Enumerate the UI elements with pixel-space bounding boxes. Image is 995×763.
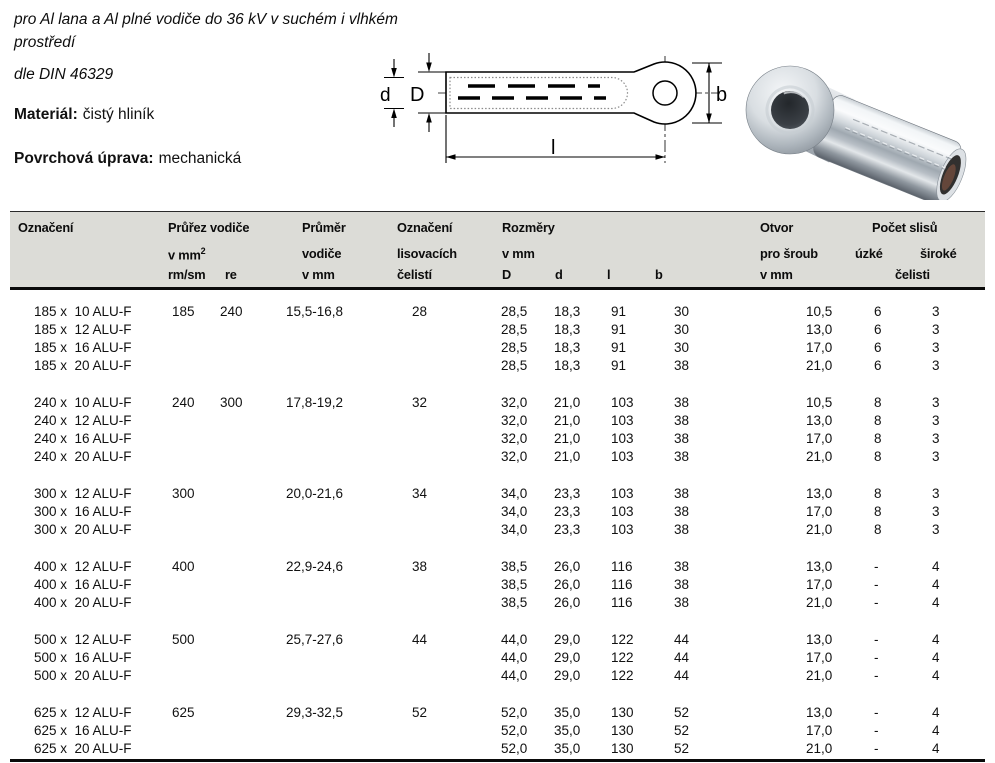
table-cell: [382, 339, 484, 357]
table-cell: [160, 740, 210, 758]
table-cell: 13,0: [806, 486, 833, 501]
table-cell: 300: [220, 395, 243, 410]
table-cell: 300 x 16 ALU-F: [34, 504, 132, 519]
col-header-lisovaci: Označení: [397, 220, 453, 235]
table-cell: 625 x 16 ALU-F: [34, 723, 132, 738]
table-cell: 28,5: [501, 304, 528, 319]
table-cell: 400: [172, 559, 195, 574]
table-cell: [210, 430, 272, 448]
table-row: [10, 631, 985, 649]
col-header-re: re: [225, 267, 237, 282]
table-cell: [382, 503, 484, 521]
table-row: [10, 740, 985, 758]
table-row: [10, 521, 985, 539]
intro-paragraph: [14, 8, 398, 54]
table-cell: 20,0-21,6: [286, 486, 344, 501]
table-cell: 26,0: [554, 559, 581, 574]
table-cell: 17,0: [806, 431, 833, 446]
table-cell: [272, 740, 382, 758]
table-cell: 52: [674, 705, 690, 720]
table-cell: 130: [611, 723, 634, 738]
col-header-siroke: široké: [920, 246, 957, 261]
table-cell: 91: [611, 322, 627, 337]
table-cell: [382, 430, 484, 448]
table-cell: 44: [412, 632, 428, 647]
table-cell: 185 x 10 ALU-F: [34, 304, 132, 319]
table-cell: 21,0: [806, 522, 833, 537]
intro-line-2: prostředí: [14, 34, 76, 51]
table-row: [10, 339, 985, 357]
col-header-prurez: Průřez vodiče: [168, 220, 250, 235]
table-cell: [210, 448, 272, 466]
table-cell: 17,8-19,2: [286, 395, 344, 410]
table-cell: [210, 704, 272, 722]
table-cell: 6: [874, 340, 882, 355]
table-cell: 52: [412, 705, 428, 720]
table-cell: 13,0: [806, 632, 833, 647]
label-D: D: [410, 84, 425, 106]
table-cell: [210, 722, 272, 740]
table-cell: 21,0: [806, 358, 833, 373]
dimension-l: [446, 115, 665, 163]
table-body: [10, 303, 985, 758]
table-cell: [210, 485, 272, 503]
table-cell: 21,0: [554, 449, 581, 464]
table-row: [10, 412, 985, 430]
table-cell: 35,0: [554, 741, 581, 756]
table-cell: [210, 667, 272, 685]
col-header-pocet-slisu: Počet slisů: [872, 220, 938, 235]
col-header-b: b: [655, 267, 663, 282]
table-cell: 22,9-24,6: [286, 559, 344, 574]
table-cell: [272, 667, 382, 685]
table-cell: [160, 594, 210, 612]
table-cell: -: [874, 650, 879, 665]
table-cell: [272, 412, 382, 430]
table-cell: [210, 649, 272, 667]
table-cell: 3: [932, 395, 940, 410]
table-cell: 44,0: [501, 632, 528, 647]
table-cell: 44,0: [501, 668, 528, 683]
table-cell: 625 x 20 ALU-F: [34, 741, 132, 756]
table-cell: 21,0: [806, 741, 833, 756]
product-photo: [734, 42, 992, 200]
table-cell: 3: [932, 449, 940, 464]
table-cell: 21,0: [806, 595, 833, 610]
table-row: [10, 394, 985, 412]
table-cell: 32,0: [501, 449, 528, 464]
table-cell: 29,0: [554, 668, 581, 683]
table-cell: 116: [611, 559, 633, 574]
table-cell: [382, 448, 484, 466]
table-cell: 44,0: [501, 650, 528, 665]
table-cell: [160, 430, 210, 448]
table-cell: -: [874, 577, 879, 592]
table-cell: 44: [674, 632, 690, 647]
table-cell: 3: [932, 340, 940, 355]
table-cell: 103: [611, 522, 634, 537]
table-cell: 3: [932, 431, 940, 446]
table-cell: 52: [674, 741, 690, 756]
table-cell: 23,3: [554, 486, 581, 501]
table-cell: [272, 594, 382, 612]
table-row: [10, 594, 985, 612]
table-cell: [272, 448, 382, 466]
table-cell: 38,5: [501, 559, 528, 574]
table-cell: [160, 503, 210, 521]
table-cell: 30: [674, 340, 690, 355]
table-cell: [210, 631, 272, 649]
table-cell: [382, 594, 484, 612]
table-cell: 38: [674, 486, 690, 501]
table-cell: [160, 722, 210, 740]
table-cell: -: [874, 741, 879, 756]
table-cell: 21,0: [554, 395, 581, 410]
table-row: [10, 321, 985, 339]
table-cell: [160, 521, 210, 539]
table-cell: 38: [674, 577, 690, 592]
table-cell: 3: [932, 322, 940, 337]
table-cell: [382, 321, 484, 339]
table-cell: 4: [932, 577, 940, 592]
din-standard: dle DIN 46329: [14, 66, 114, 83]
table-cell: [272, 521, 382, 539]
table-cell: 13,0: [806, 559, 833, 574]
table-cell: [382, 740, 484, 758]
table-cell: 21,0: [554, 413, 581, 428]
table-cell: 8: [874, 504, 882, 519]
table-cell: 3: [932, 413, 940, 428]
table-cell: 500: [172, 632, 195, 647]
table-cell: 10,5: [806, 304, 833, 319]
table-cell: 35,0: [554, 705, 581, 720]
table-cell: 4: [932, 650, 940, 665]
table-cell: [210, 339, 272, 357]
table-cell: 38: [674, 504, 690, 519]
table-row: [10, 503, 985, 521]
table-row: [10, 667, 985, 685]
table-cell: 116: [611, 577, 633, 592]
table-cell: 32: [412, 395, 428, 410]
table-cell: 34: [412, 486, 428, 501]
col-header-otvor: Otvor: [760, 220, 794, 235]
table-cell: 500 x 12 ALU-F: [34, 632, 132, 647]
table-cell: -: [874, 705, 879, 720]
col-header-prurez-unit: v $mm^2$: [168, 246, 206, 263]
table-cell: 8: [874, 431, 882, 446]
table-row: [10, 649, 985, 667]
table-cell: 30: [674, 322, 690, 337]
table-cell: [272, 722, 382, 740]
table-cell: 26,0: [554, 577, 581, 592]
table-cell: 44: [674, 650, 690, 665]
table-cell: 103: [611, 486, 634, 501]
table-cell: 3: [932, 304, 940, 319]
table-cell: 38: [674, 358, 690, 373]
table-cell: 4: [932, 559, 940, 574]
table-cell: 13,0: [806, 705, 833, 720]
surface-label: Povrchová úprava:: [14, 150, 154, 167]
table-cell: 18,3: [554, 304, 581, 319]
bolt-hole: [653, 81, 677, 105]
table-cell: 28: [412, 304, 428, 319]
table-cell: [210, 357, 272, 375]
table-cell: [160, 412, 210, 430]
col-header-d: d: [555, 267, 563, 282]
table-cell: 13,0: [806, 413, 833, 428]
table-cell: -: [874, 632, 879, 647]
table-cell: 8: [874, 395, 882, 410]
table-cell: 122: [611, 632, 634, 647]
table-cell: 8: [874, 486, 882, 501]
col-header-oznaceni: Označení: [18, 220, 74, 235]
table-cell: 23,3: [554, 504, 581, 519]
table-cell: [210, 503, 272, 521]
surface-value: mechanická: [158, 150, 242, 167]
table-row: [10, 485, 985, 503]
table-cell: 240 x 16 ALU-F: [34, 431, 132, 446]
col-header-D: D: [502, 267, 512, 282]
table-cell: 103: [611, 504, 634, 519]
table-cell: 21,0: [554, 431, 581, 446]
table-cell: [210, 521, 272, 539]
table-cell: [210, 321, 272, 339]
table-cell: [382, 357, 484, 375]
table-cell: 26,0: [554, 595, 581, 610]
table-cell: 29,0: [554, 650, 581, 665]
col-header-celisti: čelisti: [895, 267, 930, 282]
col-header-prumer: Průměr: [302, 220, 346, 235]
table-cell: 400 x 16 ALU-F: [34, 577, 132, 592]
table-cell: 3: [932, 358, 940, 373]
table-cell: 29,0: [554, 632, 581, 647]
table-cell: 34,0: [501, 504, 528, 519]
table-cell: [272, 321, 382, 339]
material-value: čistý hliník: [82, 106, 155, 123]
table-cell: 185: [172, 304, 195, 319]
table-cell: 240 x 10 ALU-F: [34, 395, 132, 410]
table-row: [10, 357, 985, 375]
table-cell: [210, 412, 272, 430]
table-cell: -: [874, 595, 879, 610]
table-cell: 300: [172, 486, 195, 501]
table-cell: 18,3: [554, 322, 581, 337]
table-cell: 35,0: [554, 723, 581, 738]
table-cell: 17,0: [806, 723, 833, 738]
table-cell: [382, 649, 484, 667]
table-cell: 4: [932, 632, 940, 647]
table-header: Označení Průřez vodiče v $mm^2$ rm/sm re Průměr vodiče v mm Označení lisovacích čelistí Rozměry v mm D d l b Otvor pro šroub v mm Počet slisů úzké široké čelisti: [10, 211, 985, 290]
technical-drawing: [372, 50, 730, 190]
table-cell: 300 x 12 ALU-F: [34, 486, 132, 501]
table-cell: 38: [674, 522, 690, 537]
table-cell: 6: [874, 322, 882, 337]
table-cell: 3: [932, 522, 940, 537]
table-cell: 44: [674, 668, 690, 683]
table-cell: 38: [674, 413, 690, 428]
table-cell: 8: [874, 413, 882, 428]
table-cell: 32,0: [501, 431, 528, 446]
table-cell: 28,5: [501, 322, 528, 337]
table-cell: 17,0: [806, 650, 833, 665]
table-cell: 4: [932, 595, 940, 610]
table-cell: [382, 576, 484, 594]
table-cell: 91: [611, 358, 627, 373]
table-row: [10, 448, 985, 466]
table-cell: 18,3: [554, 340, 581, 355]
table-cell: [160, 649, 210, 667]
table-cell: 21,0: [806, 668, 833, 683]
intro-line-1: pro Al lana a Al plné vodiče do 36 kV v suchém i vlhkém: [14, 11, 398, 28]
table-row: [10, 558, 985, 576]
table-cell: 21,0: [806, 449, 833, 464]
table-cell: 240 x 20 ALU-F: [34, 449, 132, 464]
label-b: b: [716, 84, 728, 106]
table-cell: [210, 558, 272, 576]
table-cell: 625 x 12 ALU-F: [34, 705, 132, 720]
table-cell: [160, 357, 210, 375]
table-cell: 30: [674, 304, 690, 319]
table-cell: 17,0: [806, 577, 833, 592]
table-cell: 122: [611, 668, 634, 683]
table-cell: 240 x 12 ALU-F: [34, 413, 132, 428]
table-cell: [382, 667, 484, 685]
table-cell: 185 x 16 ALU-F: [34, 340, 132, 355]
table-cell: 91: [611, 340, 627, 355]
table-cell: 500 x 16 ALU-F: [34, 650, 132, 665]
table-row: [10, 430, 985, 448]
table-cell: 52,0: [501, 723, 528, 738]
table-cell: 400 x 12 ALU-F: [34, 559, 132, 574]
table-cell: [160, 448, 210, 466]
table-row: [10, 722, 985, 740]
table-cell: 38: [674, 559, 690, 574]
table-cell: -: [874, 559, 879, 574]
table-cell: 18,3: [554, 358, 581, 373]
table-cell: 4: [932, 741, 940, 756]
table-cell: 3: [932, 504, 940, 519]
table-cell: 185 x 20 ALU-F: [34, 358, 132, 373]
table-cell: [210, 576, 272, 594]
table-cell: [272, 430, 382, 448]
table-cell: [382, 412, 484, 430]
table-cell: [160, 339, 210, 357]
table-cell: 52: [674, 723, 690, 738]
table-cell: 23,3: [554, 522, 581, 537]
table-cell: 34,0: [501, 486, 528, 501]
table-cell: 240: [172, 395, 195, 410]
material-label: Materiál:: [14, 106, 78, 123]
table-cell: 38: [674, 395, 690, 410]
table-cell: [272, 649, 382, 667]
table-cell: 25,7-27,6: [286, 632, 344, 647]
table-cell: 34,0: [501, 522, 528, 537]
table-row: [10, 704, 985, 722]
table-cell: 52,0: [501, 741, 528, 756]
table-cell: [382, 521, 484, 539]
label-d: d: [380, 85, 391, 106]
table-cell: 38,5: [501, 577, 528, 592]
table-cell: 4: [932, 668, 940, 683]
table-cell: [272, 576, 382, 594]
table-cell: 4: [932, 723, 940, 738]
table-cell: 38,5: [501, 595, 528, 610]
table-cell: [272, 357, 382, 375]
table-cell: [160, 667, 210, 685]
table-cell: 13,0: [806, 322, 833, 337]
table-cell: 4: [932, 705, 940, 720]
table-cell: 130: [611, 705, 634, 720]
table-cell: 28,5: [501, 358, 528, 373]
table-cell: [160, 576, 210, 594]
table-cell: 29,3-32,5: [286, 705, 344, 720]
table-cell: [210, 594, 272, 612]
table-cell: -: [874, 668, 879, 683]
table-cell: 3: [932, 486, 940, 501]
label-l: l: [551, 137, 556, 159]
table-cell: [382, 722, 484, 740]
table-cell: 28,5: [501, 340, 528, 355]
table-cell: 185 x 12 ALU-F: [34, 322, 132, 337]
table-cell: 130: [611, 741, 634, 756]
table-cell: 52,0: [501, 705, 528, 720]
table-cell: 32,0: [501, 413, 528, 428]
col-header-rm-sm: rm/sm: [168, 267, 206, 282]
table-cell: 6: [874, 304, 882, 319]
col-header-rozmery: Rozměry: [502, 220, 555, 235]
table-cell: 91: [611, 304, 627, 319]
table-cell: 625: [172, 705, 195, 720]
table-row: [10, 303, 985, 321]
table-cell: 38: [674, 595, 690, 610]
table-cell: 103: [611, 395, 634, 410]
surface-line: [14, 150, 241, 168]
table-cell: 103: [611, 431, 634, 446]
table-cell: 38: [674, 449, 690, 464]
table-cell: 17,0: [806, 340, 833, 355]
table-cell: [160, 321, 210, 339]
table-cell: 15,5-16,8: [286, 304, 344, 319]
table-cell: [272, 503, 382, 521]
table-bottom-rule: [10, 759, 985, 762]
table-cell: 500 x 20 ALU-F: [34, 668, 132, 683]
table-cell: 17,0: [806, 504, 833, 519]
table-cell: 103: [611, 449, 634, 464]
table-row: [10, 576, 985, 594]
table-cell: [210, 740, 272, 758]
table-cell: 8: [874, 449, 882, 464]
table-cell: 122: [611, 650, 634, 665]
table-cell: 240: [220, 304, 243, 319]
table-cell: 8: [874, 522, 882, 537]
table-cell: 10,5: [806, 395, 833, 410]
table-cell: 400 x 20 ALU-F: [34, 595, 132, 610]
table-cell: 32,0: [501, 395, 528, 410]
table-cell: 103: [611, 413, 634, 428]
table-cell: [272, 339, 382, 357]
table-cell: -: [874, 723, 879, 738]
table-cell: 38: [412, 559, 428, 574]
material-line: [14, 106, 154, 124]
col-header-uzke: úzké: [855, 246, 883, 261]
table-cell: 300 x 20 ALU-F: [34, 522, 132, 537]
table-cell: 116: [611, 595, 633, 610]
table-cell: 38: [674, 431, 690, 446]
table-cell: 6: [874, 358, 882, 373]
col-header-l: l: [607, 267, 611, 282]
